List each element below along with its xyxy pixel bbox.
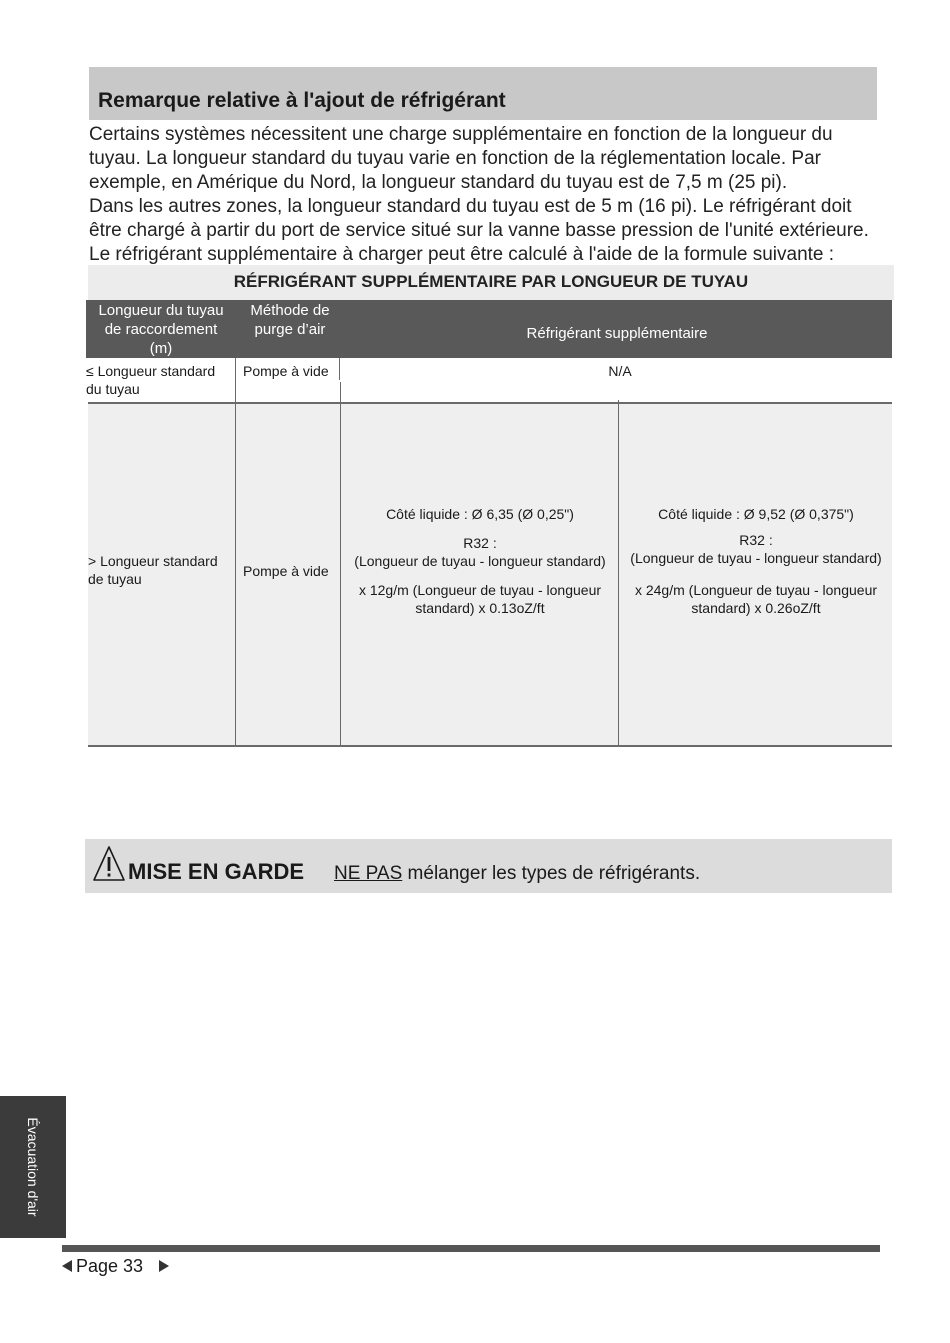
intro-line: Certains systèmes nécessitent une charge supplémentaire en fonction de la longueur du bbox=[89, 124, 833, 145]
header-text: (m) bbox=[149, 340, 173, 357]
column-divider bbox=[340, 382, 341, 403]
footer-divider bbox=[62, 1245, 880, 1252]
cell-text: standard) x 0.13oZ/ft bbox=[415, 600, 545, 616]
header-pipe-length bbox=[86, 301, 236, 358]
side-section-tab bbox=[0, 1096, 66, 1238]
column-divider bbox=[235, 404, 236, 746]
caution-label: MISE EN GARDE bbox=[128, 859, 305, 884]
header-text: de raccordement bbox=[104, 321, 218, 338]
header-text: Méthode de bbox=[250, 302, 330, 319]
row1-method-cell: Pompe à vide bbox=[243, 363, 329, 379]
header-text: purge d’air bbox=[254, 321, 326, 338]
intro-line: exemple, en Amérique du Nord, la longueur standard du tuyau est de 7,5 m (25 pi). bbox=[89, 172, 788, 193]
header-additional-refrigerant: Réfrigérant supplémentaire bbox=[526, 325, 708, 342]
intro-line: être chargé à partir du port de service situé sur la vanne basse pression de l'unité extérieure. bbox=[89, 220, 869, 241]
row2-method-cell: Pompe à vide bbox=[243, 563, 329, 579]
caution-message bbox=[334, 863, 700, 885]
warning-triangle-icon bbox=[92, 845, 126, 883]
cell-text: (Longueur de tuyau - longueur standard) bbox=[354, 553, 606, 569]
table-title: RÉFRIGÉRANT SUPPLÉMENTAIRE PAR LONGUEUR DE TUYAU bbox=[88, 265, 894, 300]
caution-box bbox=[85, 839, 892, 893]
intro-line: Le réfrigérant supplémentaire à charger peut être calculé à l'aide de la formule suivante : bbox=[89, 244, 835, 265]
section-title: Remarque relative à l'ajout de réfrigérant bbox=[98, 89, 506, 112]
cell-text: x 12g/m (Longueur de tuyau - longueur bbox=[358, 582, 602, 598]
column-divider bbox=[340, 404, 341, 746]
page-number: Page 33 bbox=[76, 1255, 144, 1276]
section-header bbox=[89, 67, 877, 120]
row-divider bbox=[88, 745, 892, 747]
row2-length-cell bbox=[88, 552, 234, 588]
intro-paragraph bbox=[89, 123, 919, 267]
cell-text: ≤ Longueur standard bbox=[86, 363, 216, 379]
side-tab-label: Évacuation d'air bbox=[25, 1117, 41, 1217]
caution-emphasis: NE PAS bbox=[334, 863, 403, 884]
caution-message-text: mélanger les types de réfrigérants. bbox=[402, 863, 701, 884]
row2-liquid-9-52-cell bbox=[619, 505, 893, 617]
cell-text: Côté liquide : Ø 6,35 (Ø 0,25") bbox=[386, 506, 574, 522]
column-divider bbox=[618, 400, 619, 746]
cell-text: R32 : bbox=[739, 532, 773, 548]
previous-page-icon[interactable] bbox=[62, 1260, 72, 1272]
cell-text: R32 : bbox=[463, 535, 497, 551]
column-divider bbox=[339, 358, 340, 380]
cell-text: de tuyau bbox=[88, 571, 142, 587]
cell-text: standard) x 0.26oZ/ft bbox=[691, 600, 821, 616]
footer-page-nav bbox=[62, 1254, 169, 1278]
row1-length-cell bbox=[86, 362, 234, 398]
table-header-row bbox=[86, 300, 892, 358]
cell-text: Côté liquide : Ø 9,52 (Ø 0,375") bbox=[658, 506, 854, 522]
row2-liquid-6-35-cell bbox=[342, 505, 618, 617]
cell-text: > Longueur standard bbox=[88, 553, 218, 569]
next-page-icon[interactable] bbox=[159, 1260, 169, 1272]
cell-text: x 24g/m (Longueur de tuyau - longueur bbox=[634, 582, 878, 598]
header-text: Longueur du tuyau bbox=[98, 302, 224, 319]
intro-line: tuyau. La longueur standard du tuyau varie en fonction de la réglementation locale. Par bbox=[89, 148, 821, 169]
cell-text: (Longueur de tuyau - longueur standard) bbox=[630, 550, 882, 566]
table-row bbox=[86, 358, 892, 403]
row1-value-cell: N/A bbox=[608, 363, 632, 379]
intro-line: Dans les autres zones, la longueur standard du tuyau est de 5 m (16 pi). Le réfrigérant doit bbox=[89, 196, 852, 217]
cell-text: du tuyau bbox=[86, 381, 140, 397]
column-divider bbox=[235, 358, 236, 403]
table-row bbox=[88, 404, 892, 746]
header-purge-method bbox=[238, 301, 342, 339]
